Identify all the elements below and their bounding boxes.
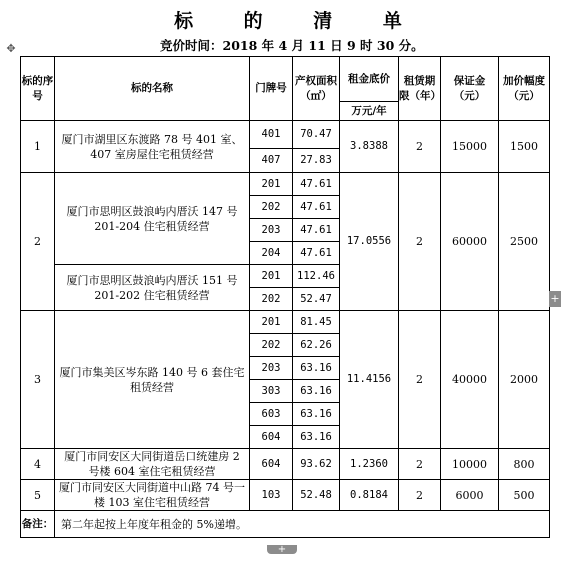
deposit: 60000 xyxy=(441,173,499,311)
area-value: 47.61 xyxy=(293,219,340,242)
door-number: 201 xyxy=(250,173,293,196)
area-value: 63.16 xyxy=(293,403,340,426)
door-number: 603 xyxy=(250,403,293,426)
increment: 1500 xyxy=(499,121,550,173)
table-row xyxy=(21,173,550,196)
header-door: 门牌号 xyxy=(250,57,293,121)
area-value: 47.61 xyxy=(293,242,340,265)
door-number: 203 xyxy=(250,357,293,380)
door-number: 203 xyxy=(250,219,293,242)
door-number: 604 xyxy=(250,426,293,449)
header-deposit: 保证金（元） xyxy=(441,57,499,121)
area-value: 81.45 xyxy=(293,311,340,334)
header-increment: 加价幅度（元） xyxy=(499,57,550,121)
area-value: 70.47 xyxy=(293,121,340,149)
note-text: 第二年起按上年度年租金的 5%递增。 xyxy=(55,511,550,538)
area-value: 63.16 xyxy=(293,426,340,449)
add-row-icon[interactable]: + xyxy=(550,292,560,305)
table-row xyxy=(21,449,550,480)
lot-name: 厦门市湖里区东渡路 78 号 401 室、407 室房屋住宅租赁经营 xyxy=(55,121,250,173)
note-label: 备注： xyxy=(21,511,55,538)
lease-term: 2 xyxy=(399,311,441,449)
add-column-icon[interactable]: + xyxy=(267,545,297,554)
increment: 500 xyxy=(499,480,550,511)
lot-seq: 4 xyxy=(21,449,55,480)
lot-name: 厦门市同安区大同街道中山路 74 号一楼 103 室住宅租赁经营 xyxy=(55,480,250,511)
door-number: 407 xyxy=(250,149,293,173)
auction-time: 竞价时间：2018 年 4 月 11 日 9 时 30 分。 xyxy=(160,38,424,53)
lot-seq: 3 xyxy=(21,311,55,449)
deposit: 6000 xyxy=(441,480,499,511)
area-value: 47.61 xyxy=(293,196,340,219)
lease-term: 2 xyxy=(399,449,441,480)
base-price: 17.0556 xyxy=(340,173,399,311)
base-price: 1.2360 xyxy=(340,449,399,480)
area-value: 47.61 xyxy=(293,173,340,196)
header-seq: 标的序号 xyxy=(21,57,55,121)
lot-seq: 1 xyxy=(21,121,55,173)
lot-name: 厦门市思明区鼓浪屿内厝沃 147 号 201-204 住宅租赁经营 xyxy=(55,173,250,265)
deposit: 15000 xyxy=(441,121,499,173)
door-number: 103 xyxy=(250,480,293,511)
lot-seq: 2 xyxy=(21,173,55,311)
lot-name: 厦门市同安区大同街道岳口统建房 2 号楼 604 室住宅租赁经营 xyxy=(55,449,250,480)
door-number: 201 xyxy=(250,265,293,288)
door-number: 604 xyxy=(250,449,293,480)
header-term: 租赁期限（年） xyxy=(399,57,441,121)
door-number: 202 xyxy=(250,196,293,219)
base-price: 3.8388 xyxy=(340,121,399,173)
page-title: 标 的 清 单 xyxy=(174,10,424,32)
lease-term: 2 xyxy=(399,121,441,173)
table-move-icon[interactable]: ✥ xyxy=(6,42,16,55)
area-value: 63.16 xyxy=(293,357,340,380)
door-number: 204 xyxy=(250,242,293,265)
area-value: 63.16 xyxy=(293,380,340,403)
door-number: 202 xyxy=(250,288,293,311)
lease-term: 2 xyxy=(399,173,441,311)
door-number: 303 xyxy=(250,380,293,403)
area-value: 62.26 xyxy=(293,334,340,357)
lot-table xyxy=(20,56,550,538)
area-value: 52.48 xyxy=(293,480,340,511)
header-name: 标的名称 xyxy=(55,57,250,121)
increment: 2500 xyxy=(499,173,550,311)
base-price: 11.4156 xyxy=(340,311,399,449)
lease-term: 2 xyxy=(399,480,441,511)
header-base-price: 租金底价 xyxy=(340,57,399,102)
table-row xyxy=(21,480,550,511)
base-price: 0.8184 xyxy=(340,480,399,511)
lot-name: 厦门市思明区鼓浪屿内厝沃 151 号 201-202 住宅租赁经营 xyxy=(55,265,250,311)
area-value: 93.62 xyxy=(293,449,340,480)
deposit: 40000 xyxy=(441,311,499,449)
table-row xyxy=(21,311,550,334)
lot-seq: 5 xyxy=(21,480,55,511)
area-value: 52.47 xyxy=(293,288,340,311)
area-value: 27.83 xyxy=(293,149,340,173)
area-value: 112.46 xyxy=(293,265,340,288)
header-base-price-unit: 万元/年 xyxy=(340,102,399,121)
increment: 800 xyxy=(499,449,550,480)
door-number: 201 xyxy=(250,311,293,334)
door-number: 401 xyxy=(250,121,293,149)
header-area: 产权面积（㎡） xyxy=(293,57,340,121)
table-row xyxy=(21,121,550,149)
deposit: 10000 xyxy=(441,449,499,480)
increment: 2000 xyxy=(499,311,550,449)
lot-name: 厦门市集美区岑东路 140 号 6 套住宅租赁经营 xyxy=(55,311,250,449)
door-number: 202 xyxy=(250,334,293,357)
